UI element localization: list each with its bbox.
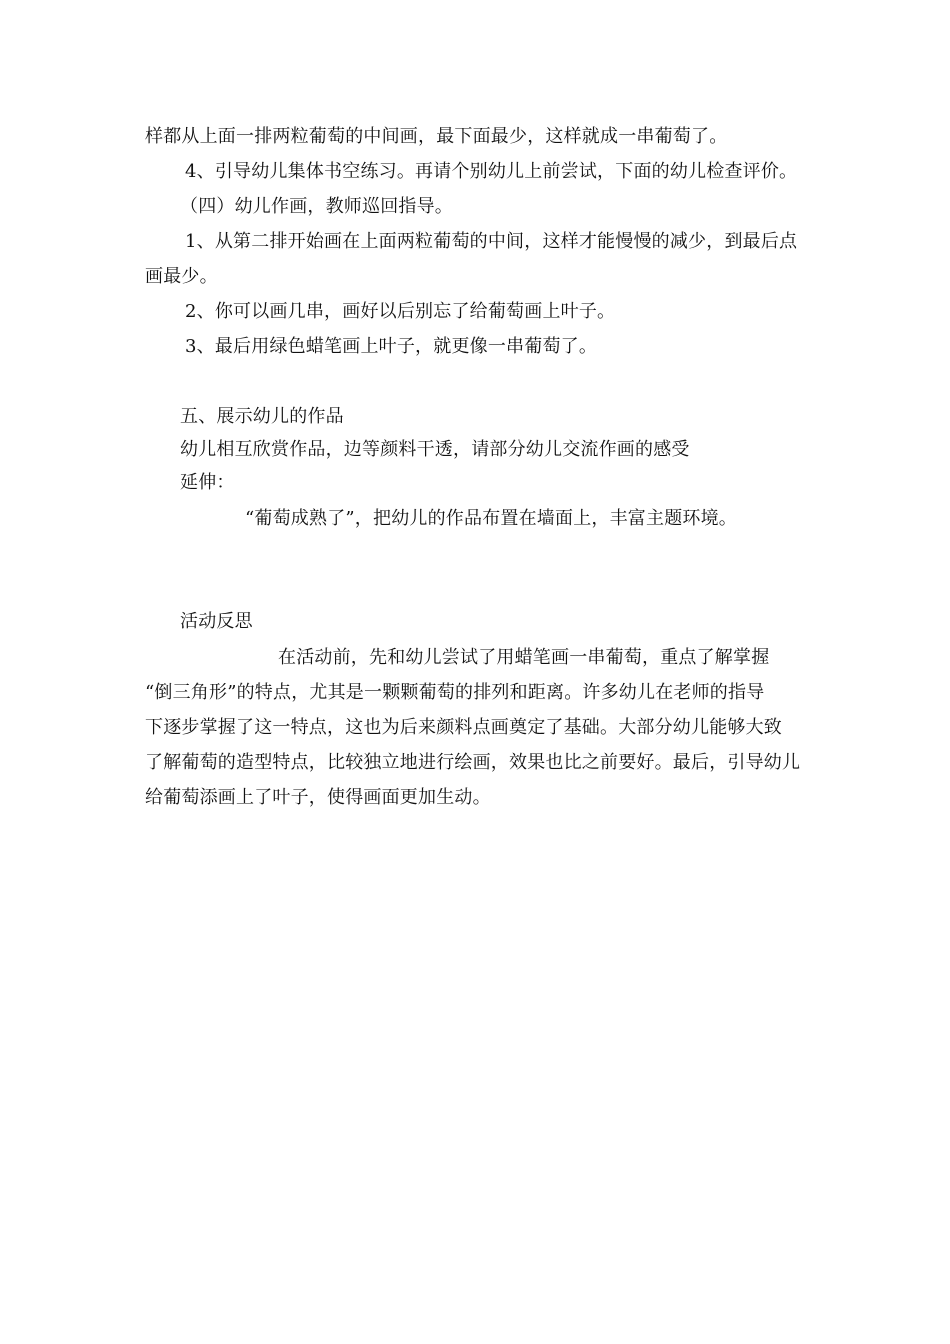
- text-line-5: 画最少。: [145, 266, 218, 287]
- text-line-7: 3、最后用绿色蜡笔画上叶子，就更像一串葡萄了。: [185, 336, 598, 357]
- text-line-9: 幼儿相互欣赏作品，边等颜料干透，请部分幼儿交流作画的感受: [180, 439, 690, 460]
- extension-label: 延伸：: [180, 472, 235, 493]
- text-line-2: 4、引导幼儿集体书空练习。再请个别幼儿上前尝试，下面的幼儿检查评价。: [185, 161, 798, 182]
- text-line-14: “倒三角形”的特点，尤其是一颗颗葡萄的排列和距离。许多幼儿在老师的指导: [145, 682, 765, 703]
- text-line-3: （四）幼儿作画，教师巡回指导。: [180, 196, 453, 217]
- text-line-4: 1、从第二排开始画在上面两粒葡萄的中间，这样才能慢慢的减少，到最后点: [185, 231, 798, 252]
- text-line-17: 给葡萄添画上了叶子，使得画面更加生动。: [145, 787, 491, 808]
- text-line-1: 样都从上面一排两粒葡萄的中间画，最下面最少，这样就成一串葡萄了。: [145, 126, 728, 147]
- text-line-11: “葡萄成熟了”，把幼儿的作品布置在墙面上，丰富主题环境。: [245, 508, 738, 529]
- text-line-6: 2、你可以画几串，画好以后别忘了给葡萄画上叶子。: [185, 301, 616, 322]
- section-heading-five: 五、展示幼儿的作品: [180, 406, 344, 427]
- text-line-16: 了解葡萄的造型特点，比较独立地进行绘画，效果也比之前要好。最后，引导幼儿: [145, 752, 801, 773]
- text-line-15: 下逐步掌握了这一特点，这也为后来颜料点画奠定了基础。大部分幼儿能够大致: [145, 717, 782, 738]
- text-line-13: 在活动前，先和幼儿尝试了用蜡笔画一串葡萄，重点了解掌握: [278, 647, 770, 668]
- reflection-heading: 活动反思: [180, 611, 253, 632]
